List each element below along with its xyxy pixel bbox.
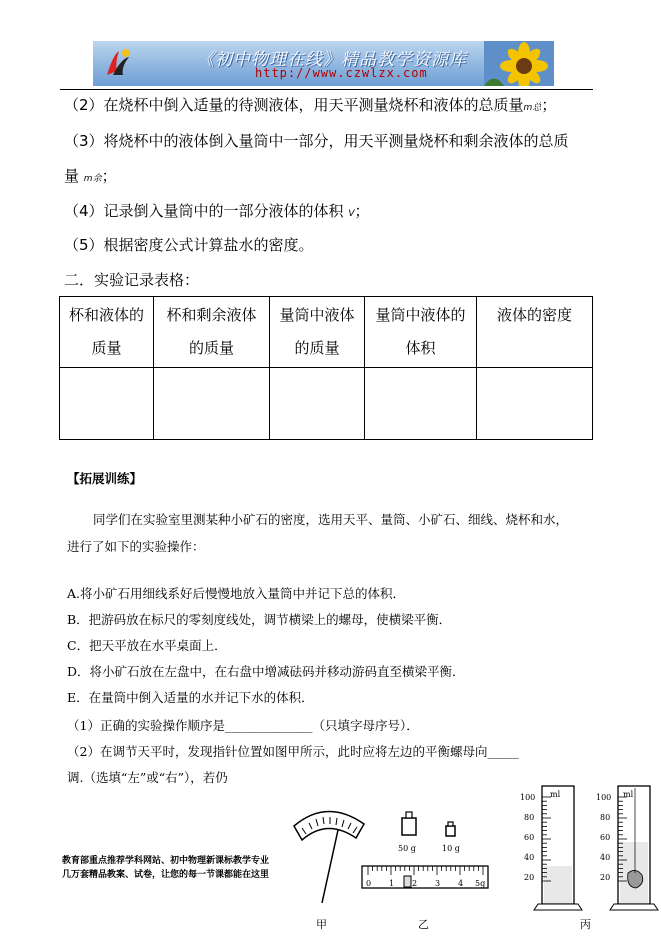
extension-heading: 【拓展训练】 (67, 471, 143, 486)
step-4-end: ； (354, 202, 370, 220)
weight-label-10g: 10 g (442, 844, 460, 853)
option-a: A.将小矿石用细线系好后慢慢地放入量筒中并记下总的体积． (67, 586, 406, 601)
header-line: 量筒中液体的 (375, 306, 466, 324)
table-header-cell (60, 297, 154, 368)
extension-intro-2: 进行了如下的实验操作： (67, 539, 205, 554)
balance-pointer-diagram (294, 811, 364, 903)
section-2-title: 二．实验记录表格： (64, 271, 200, 289)
step-3-symbol: m余 (83, 174, 102, 184)
site-logo-icon (99, 45, 135, 81)
question-2-line-1: （2）在调节天平时，发现指针位置如图甲所示，此时应将左边的平衡螺母向_____ (67, 744, 519, 759)
banner-url: http://www.czwlzx.com (255, 66, 428, 80)
header-line: 质量 (91, 339, 122, 357)
header-line: 的质量 (188, 339, 234, 357)
caption-jia: 甲 (316, 918, 327, 931)
step-3-end: ； (101, 167, 117, 185)
option-b: B．把游码放在标尺的零刻度线处，调节横梁上的螺母，使横梁平衡． (67, 612, 452, 627)
step-5: （5）根据密度公式计算盐水的密度。 (64, 236, 314, 254)
cyl-right-tick: 100 (596, 793, 612, 802)
header-banner (93, 41, 554, 86)
step-4-text: （4）记录倒入量筒中的一部分液体的体积 (64, 202, 344, 220)
step-4-symbol: V (348, 209, 355, 219)
step-3-continued (64, 166, 117, 189)
record-table (59, 296, 593, 440)
step-2-text: （2）在烧杯中倒入适量的待测液体，用天平测量烧杯和液体的总质量 (64, 96, 524, 114)
footer-note-line-1: 教育部重点推荐学科网站、初中物理新课标教学专业 (62, 856, 270, 866)
cyl-left-tick: 60 (524, 833, 535, 842)
cyl-right-tick: 40 (600, 853, 611, 862)
experiment-figures (280, 778, 661, 936)
scale-tick-label: 3 (435, 879, 441, 888)
step-2 (64, 95, 556, 118)
sunflower-icon (484, 41, 554, 86)
scale-tick-label: 0 (366, 879, 372, 888)
step-4 (64, 201, 370, 224)
caption-yi: 乙 (418, 918, 429, 931)
option-c: C．把天平放在水平桌面上． (67, 638, 227, 653)
banner-title: 《初中物理在线》精品教学资源库 (197, 50, 467, 70)
table-cell[interactable] (154, 368, 270, 440)
step-3: （3）将烧杯中的液体倒入量筒中一部分，用天平测量烧杯和剩余液体的总质 (64, 132, 569, 150)
table-cell[interactable] (365, 368, 477, 440)
cyl-right-tick: 80 (600, 813, 611, 822)
table-header-cell (154, 297, 270, 368)
rider-scale (362, 866, 488, 888)
table-cell[interactable] (477, 368, 593, 440)
table-cell[interactable] (60, 368, 154, 440)
caption-bing: 丙 (580, 918, 591, 931)
table-header-cell (477, 297, 593, 368)
table-cell[interactable] (270, 368, 365, 440)
footer-note (62, 854, 269, 882)
cyl-left-unit: ml (550, 790, 561, 799)
header-divider (60, 89, 593, 90)
weight-label-50g: 50 g (398, 844, 416, 853)
cyl-right-unit: ml (623, 790, 634, 799)
cyl-left-tick: 80 (524, 813, 535, 822)
table-header-cell (365, 297, 477, 368)
cyl-right-tick: 60 (600, 833, 611, 842)
option-e: E．在量筒中倒入适量的水并记下水的体积． (67, 690, 314, 705)
pointer-needle (322, 830, 338, 903)
table-row (60, 368, 593, 440)
question-1: （1）正确的实验操作顺序是______________（只填字母序号）． (67, 718, 419, 733)
header-line: 体积 (405, 339, 436, 357)
step-3-cont-text: 量 (64, 167, 80, 185)
scale-tick-label: 4 (458, 879, 464, 888)
cylinder-left (534, 786, 582, 910)
cyl-left-tick: 40 (524, 853, 535, 862)
step-2-symbol: m总 (523, 103, 542, 113)
question-2-line-2: 调.（选填“左”或“右”），若仍 (67, 770, 228, 785)
header-line: 杯和剩余液体 (166, 306, 257, 324)
scale-tick-label: 2 (412, 879, 418, 888)
header-line: 量筒中液体 (279, 306, 355, 324)
header-line: 的质量 (294, 339, 340, 357)
scale-tick-label: 5g (475, 879, 486, 888)
cyl-right-tick: 20 (600, 873, 611, 882)
extension-intro-1: 同学们在实验室里测某种小矿石的密度，选用天平、量筒、小矿石、细线、烧杯和水， (93, 512, 569, 527)
scale-tick-label: 1 (389, 879, 395, 888)
table-header-row (60, 297, 593, 368)
option-d: D．将小矿石放在左盘中，在右盘中增减砝码并移动游码直至横梁平衡． (67, 664, 465, 679)
header-line: 杯和液体的 (68, 306, 144, 324)
cyl-left-tick: 100 (520, 793, 536, 802)
cyl-left-tick: 20 (524, 873, 535, 882)
footer-note-line-2: 几万套精品教案、试卷，让您的每一节课都能在这里 (62, 870, 270, 880)
header-line: 液体的密度 (496, 306, 572, 324)
weights-diagram (402, 812, 455, 836)
step-2-end: ； (541, 96, 557, 114)
table-header-cell (270, 297, 365, 368)
cylinder-right (610, 786, 658, 910)
